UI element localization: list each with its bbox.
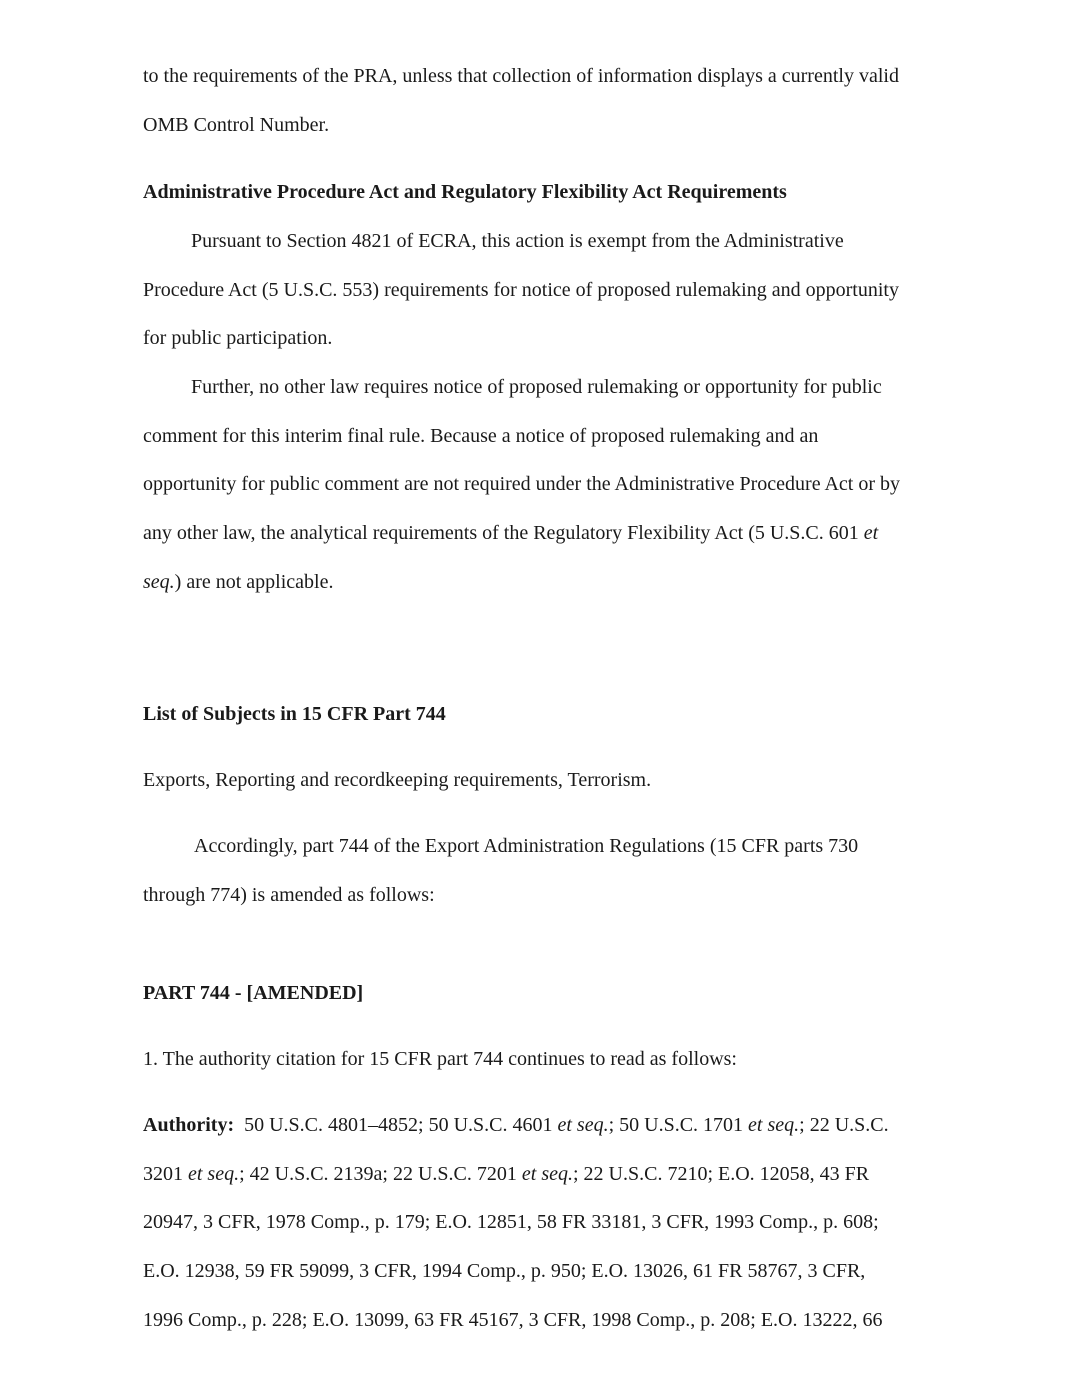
italic-text-run: et seq. — [521, 1163, 573, 1185]
authority-line: E.O. 12938, 59 FR 59099, 3 CFR, 1994 Comp., p. 950; E.O. 13026, 61 FR 58767, 3 CFR, — [143, 1260, 866, 1282]
italic-text-run: seq. — [143, 571, 175, 593]
body-text-line: through 774) is amended as follows: — [143, 884, 435, 906]
text-run: ; 22 U.S.C. — [799, 1114, 889, 1136]
body-text-line: Pursuant to Section 4821 of ECRA, this action is exempt from the Administrative — [191, 230, 844, 252]
body-text-line: OMB Control Number. — [143, 114, 330, 136]
text-run: ; 42 U.S.C. 2139a; 22 U.S.C. 7201 — [239, 1163, 522, 1185]
text-run: ; 50 U.S.C. 1701 — [608, 1114, 749, 1136]
italic-text-run: et seq. — [748, 1114, 800, 1136]
body-text-line: Procedure Act (5 U.S.C. 553) requirements for notice of proposed rulemaking and opportunity — [143, 279, 899, 301]
italic-text-run: et — [863, 522, 879, 544]
section-heading-apa: Administrative Procedure Act and Regulatory Flexibility Act Requirements — [143, 181, 787, 203]
section-heading-subjects: List of Subjects in 15 CFR Part 744 — [143, 703, 446, 725]
italic-text-run: et seq. — [188, 1163, 240, 1185]
body-text-line: comment for this interim final rule. Because a notice of proposed rulemaking and an — [143, 425, 819, 447]
authority-line: 20947, 3 CFR, 1978 Comp., p. 179; E.O. 12851, 58 FR 33181, 3 CFR, 1993 Comp., p. 608; — [143, 1211, 879, 1233]
authority-line — [143, 1113, 889, 1137]
body-text-line: Further, no other law requires notice of proposed rulemaking or opportunity for public — [191, 376, 882, 398]
amendment-instruction: 1. The authority citation for 15 CFR part 744 continues to read as follows: — [143, 1048, 737, 1070]
body-text-line: to the requirements of the PRA, unless that collection of information displays a currently valid — [143, 65, 899, 87]
body-text-line — [143, 570, 333, 594]
body-text-line — [143, 521, 878, 545]
part-heading: PART 744 - [AMENDED] — [143, 982, 364, 1004]
authority-line — [143, 1162, 869, 1186]
text-run: ; 22 U.S.C. 7210; E.O. 12058, 43 FR — [573, 1163, 870, 1185]
text-run: 3201 — [143, 1163, 188, 1185]
text-run: ) are not applicable. — [174, 571, 334, 593]
body-text-line: opportunity for public comment are not required under the Administrative Procedure Act or by — [143, 473, 901, 495]
authority-line: 1996 Comp., p. 228; E.O. 13099, 63 FR 45167, 3 CFR, 1998 Comp., p. 208; E.O. 13222, 66 — [143, 1309, 883, 1331]
text-run: 50 U.S.C. 4801–4852; 50 U.S.C. 4601 — [234, 1114, 558, 1136]
authority-label: Authority: — [143, 1114, 235, 1136]
italic-text-run: et seq. — [557, 1114, 609, 1136]
body-text-line: for public participation. — [143, 327, 333, 349]
body-text-line: Exports, Reporting and recordkeeping requirements, Terrorism. — [143, 769, 652, 791]
text-run: any other law, the analytical requirements of the Regulatory Flexibility Act (5 U.S.C. 601 — [143, 522, 864, 544]
body-text-line: Accordingly, part 744 of the Export Administration Regulations (15 CFR parts 730 — [194, 835, 859, 857]
